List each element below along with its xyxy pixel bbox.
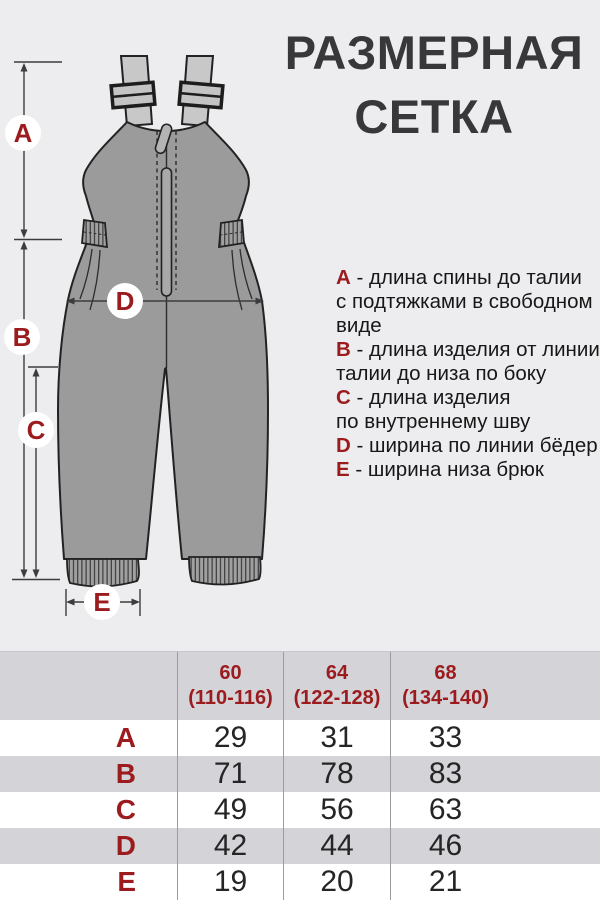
measurement-legend: A - длина спины до талии с подтяжками в свободном виде B - длина изделия от линии талии до низа по боку C - длина изделия по внутреннему шву D - ширина по линии бёдер E - ширина низа брюк [336,266,600,482]
left-buckle-icon [111,82,155,108]
table-row-d: D 42 44 46 [0,828,600,864]
legend-item-b: B - длина изделия от линии [336,338,600,361]
dimension-label-d [107,283,143,319]
svg-text:B: B [12,322,32,352]
size-table-header [0,652,600,720]
table-row-e: E 19 20 21 [0,864,600,900]
size-table [0,651,600,900]
header-size-68: 68 (134-140) [390,652,500,720]
table-row-a: A 29 31 33 [0,720,600,756]
dimension-label-b [4,319,40,355]
shoulder-straps [111,56,223,126]
table-row-c: C 49 56 63 [0,792,600,828]
svg-text:E: E [93,587,111,617]
svg-text:C: C [26,415,46,445]
right-buckle-icon [179,82,223,108]
table-row-b: B 71 78 83 [0,756,600,792]
dimension-label-a [5,115,41,151]
legend-item-e: E - ширина низа брюк [336,458,544,481]
ribbed-cuffs [67,557,261,587]
page-title [268,21,600,149]
legend-item-a: A - длина спины до талии [336,266,582,289]
svg-text:D: D [115,286,135,316]
dimension-label-c [18,412,54,448]
header-size-60: 60 (110-116) [177,652,283,720]
legend-item-c: C - длина изделия [336,386,511,409]
header-size-64: 64 (122-128) [283,652,390,720]
header-empty-cell [0,652,177,720]
svg-text:A: A [13,118,33,148]
dimension-label-e [84,584,120,620]
page-title-line1: РАЗМЕРНАЯ [284,26,584,79]
legend-item-d: D - ширина по линии бёдер [336,434,598,457]
page-title-line2: СЕТКА [354,90,514,143]
